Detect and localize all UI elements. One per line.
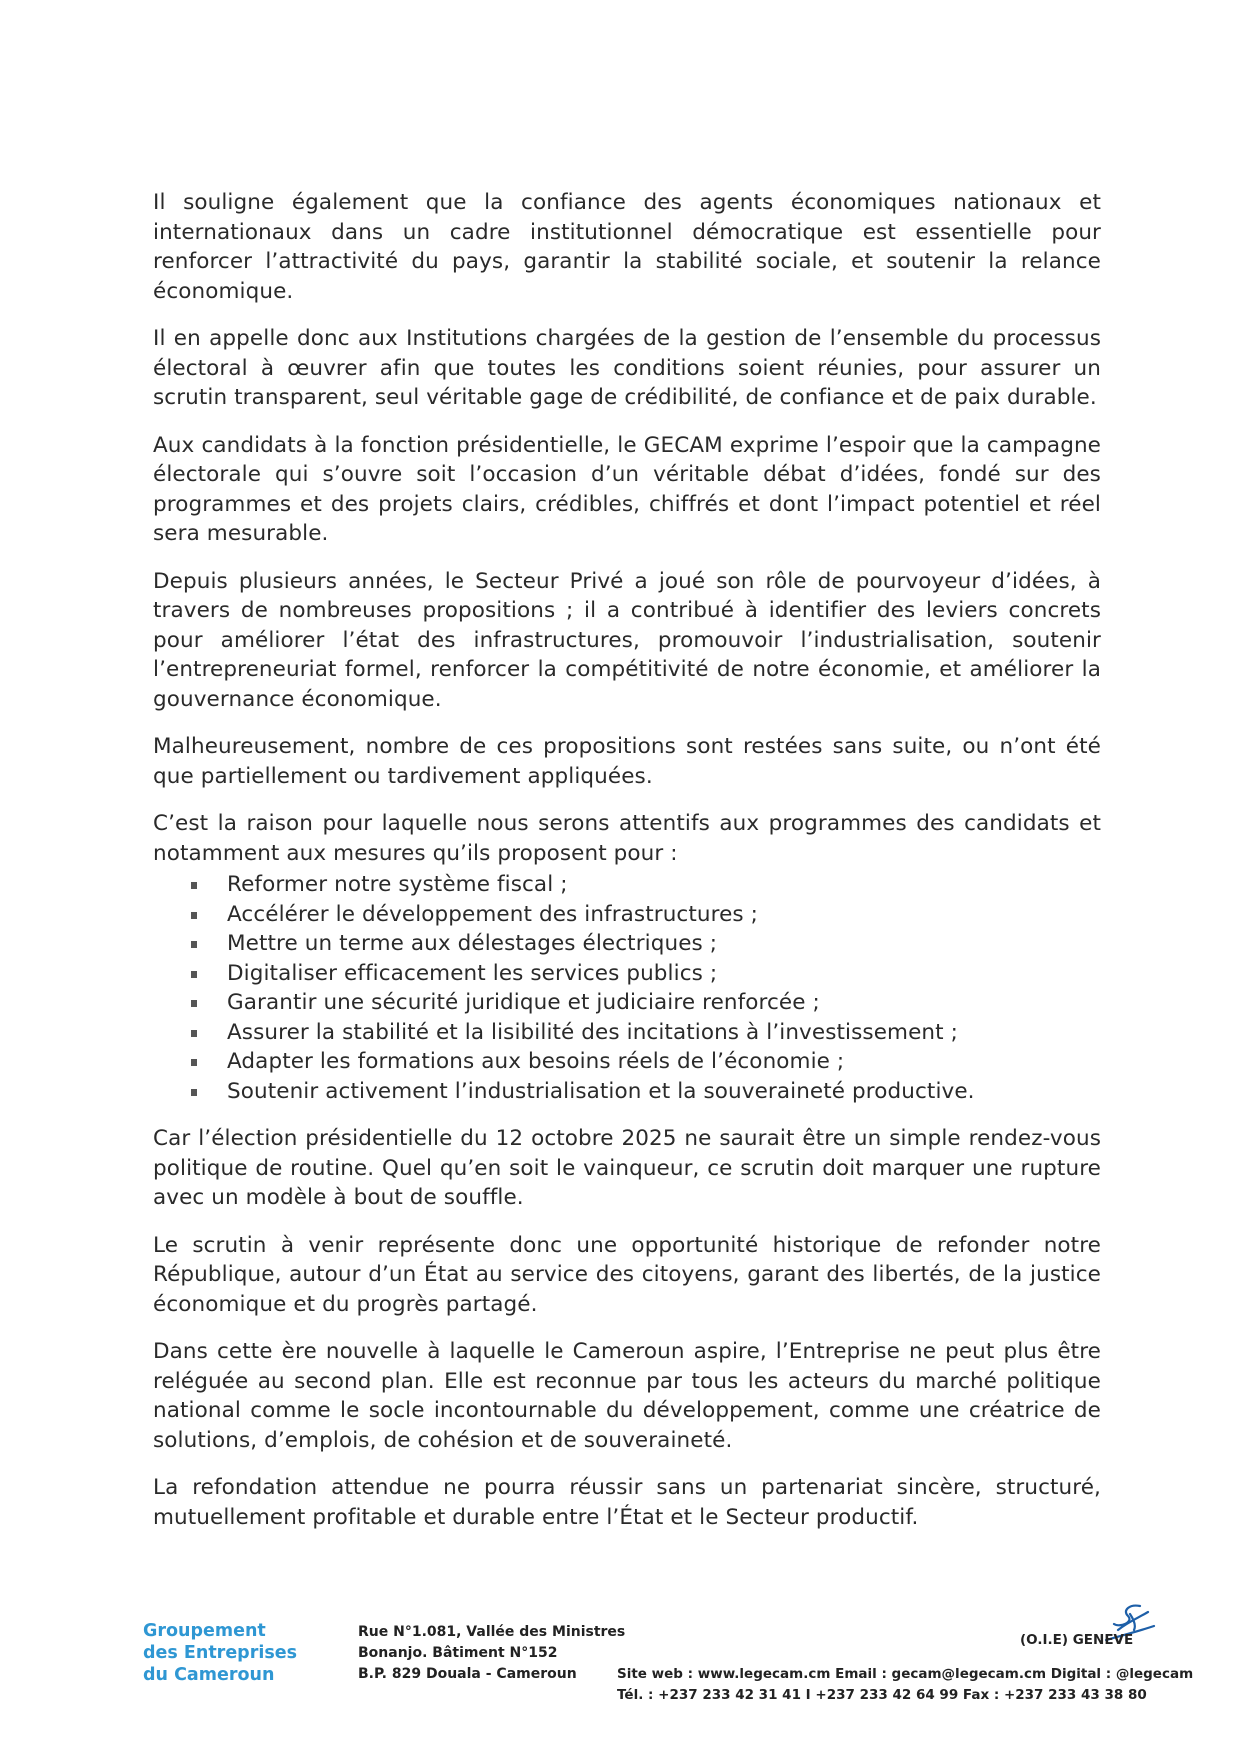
square-bullet-icon <box>191 971 197 978</box>
org-name-line: du Cameroun <box>143 1665 275 1685</box>
org-name-line: Groupement <box>143 1621 266 1641</box>
web-email-line: Site web : www.legecam.cm Email : gecam@legecam.cm Digital : @legecam <box>617 1666 1194 1682</box>
list-item-text: Assurer la stabilité et la lisibilité des incitations à l’investissement ; <box>227 1019 958 1045</box>
square-bullet-icon <box>191 941 197 948</box>
list-item <box>153 900 1101 930</box>
organization-name <box>143 1620 297 1686</box>
org-name-line: des Entreprises <box>143 1643 298 1663</box>
list-item-text: Adapter les formations aux besoins réels de l’économie ; <box>227 1049 845 1074</box>
list-item-text: Soutenir activement l’industrialisation et la souveraineté productive. <box>227 1078 975 1104</box>
list-item <box>153 959 1101 989</box>
square-bullet-icon <box>191 1030 197 1037</box>
list-item <box>153 988 1101 1018</box>
list-item-text: Garantir une sécurité juridique et judiciaire renforcée ; <box>227 990 820 1015</box>
paragraph: Il souligne également que la confiance des agents économiques nationaux et internationaux dans un cadre institutionnel démocratique est essentielle pour renforcer l’attractivité du pays, garantir la stabilité sociale, et soutenir la relance économique. <box>153 190 1101 304</box>
paragraph: Le scrutin à venir représente donc une opportunité historique de refonder notre République, autour d’un État au service des citoyens, garant des libertés, de la justice économique et du progrès partagé. <box>153 1232 1101 1317</box>
list-intro-paragraph: C’est la raison pour laquelle nous serons attentifs aux programmes des candidats et notamment aux mesures qu’ils proposent pour : <box>153 811 1101 866</box>
paragraph: Aux candidats à la fonction présidentielle, le GECAM exprime l’espoir que la campagne électorale qui s’ouvre soit l’occasion d’un véritable débat d’idées, fondé sur des programmes et des projets clairs, crédibles, chiffrés et dont l’impact potentiel et réel sera mesurable. <box>153 432 1101 546</box>
paragraph: Malheureusement, nombre de ces propositions sont restées sans suite, ou n’ont été que partiellement ou tardivement appliquées. <box>153 734 1101 789</box>
square-bullet-icon <box>191 882 197 889</box>
paragraph: La refondation attendue ne pourra réussir sans un partenariat sincère, structuré, mutuellement profitable et durable entre l’État et le Secteur productif. <box>153 1475 1101 1530</box>
list-item <box>153 1018 1101 1048</box>
square-bullet-icon <box>191 1000 197 1007</box>
letterhead-footer <box>0 1620 1241 1740</box>
square-bullet-icon <box>191 1089 197 1096</box>
square-bullet-icon <box>191 1059 197 1066</box>
list-item <box>153 929 1101 959</box>
phone-fax-line: Tél. : +237 233 42 31 41 I +237 233 42 64 99 Fax : +237 233 43 38 80 <box>617 1687 1147 1703</box>
list-item-text: Reformer notre système fiscal ; <box>227 872 568 897</box>
list-item <box>153 1077 1101 1107</box>
list-item-text: Mettre un terme aux délestages électriques ; <box>227 931 718 956</box>
address-line: Rue N°1.081, Vallée des Ministres <box>358 1624 626 1640</box>
oie-label: (O.I.E) GENEVE <box>1020 1632 1134 1648</box>
list-item <box>153 870 1101 900</box>
list-item-text: Accélérer le développement des infrastructures ; <box>227 901 758 927</box>
measures-list <box>153 870 1101 1106</box>
address-line: B.P. 829 Douala - Cameroun <box>358 1666 577 1682</box>
contact-info <box>617 1664 1193 1706</box>
paragraph: Car l’élection présidentielle du 12 octobre 2025 ne saurait être un simple rendez-vous politique de routine. Quel qu’en soit le vainqueur, ce scrutin doit marquer une rupture avec un modèle à bout de souffle. <box>153 1126 1101 1210</box>
paragraph: Dans cette ère nouvelle à laquelle le Cameroun aspire, l’Entreprise ne peut plus être reléguée au second plan. Elle est reconnue par tous les acteurs du marché politique national comme le socle incontournable du développement, comme une créatrice de solutions, d’emplois, de cohésion et de souveraineté. <box>153 1339 1101 1453</box>
list-item-text: Digitaliser efficacement les services publics ; <box>227 960 718 986</box>
address-line: Bonanjo. Bâtiment N°152 <box>358 1645 558 1661</box>
paragraph: Il en appelle donc aux Institutions chargées de la gestion de l’ensemble du processus électoral à œuvrer afin que toutes les conditions soient réunies, pour assurer un scrutin transparent, seul véritable gage de crédibilité, de confiance et de paix durable. <box>153 326 1101 410</box>
square-bullet-icon <box>191 912 197 919</box>
paragraph: Depuis plusieurs années, le Secteur Privé a joué son rôle de pourvoyeur d’idées, à travers de nombreuses propositions ; il a contribué à identifier des leviers concrets pour améliorer l’état des infrastructures, promouvoir l’industrialisation, soutenir l’entrepreneuriat formel, renforcer la compétitivité de notre économie, et améliorer la gouvernance économique. <box>153 568 1101 712</box>
list-item <box>153 1047 1101 1077</box>
postal-address <box>358 1622 625 1685</box>
letter-body <box>153 188 1101 1532</box>
